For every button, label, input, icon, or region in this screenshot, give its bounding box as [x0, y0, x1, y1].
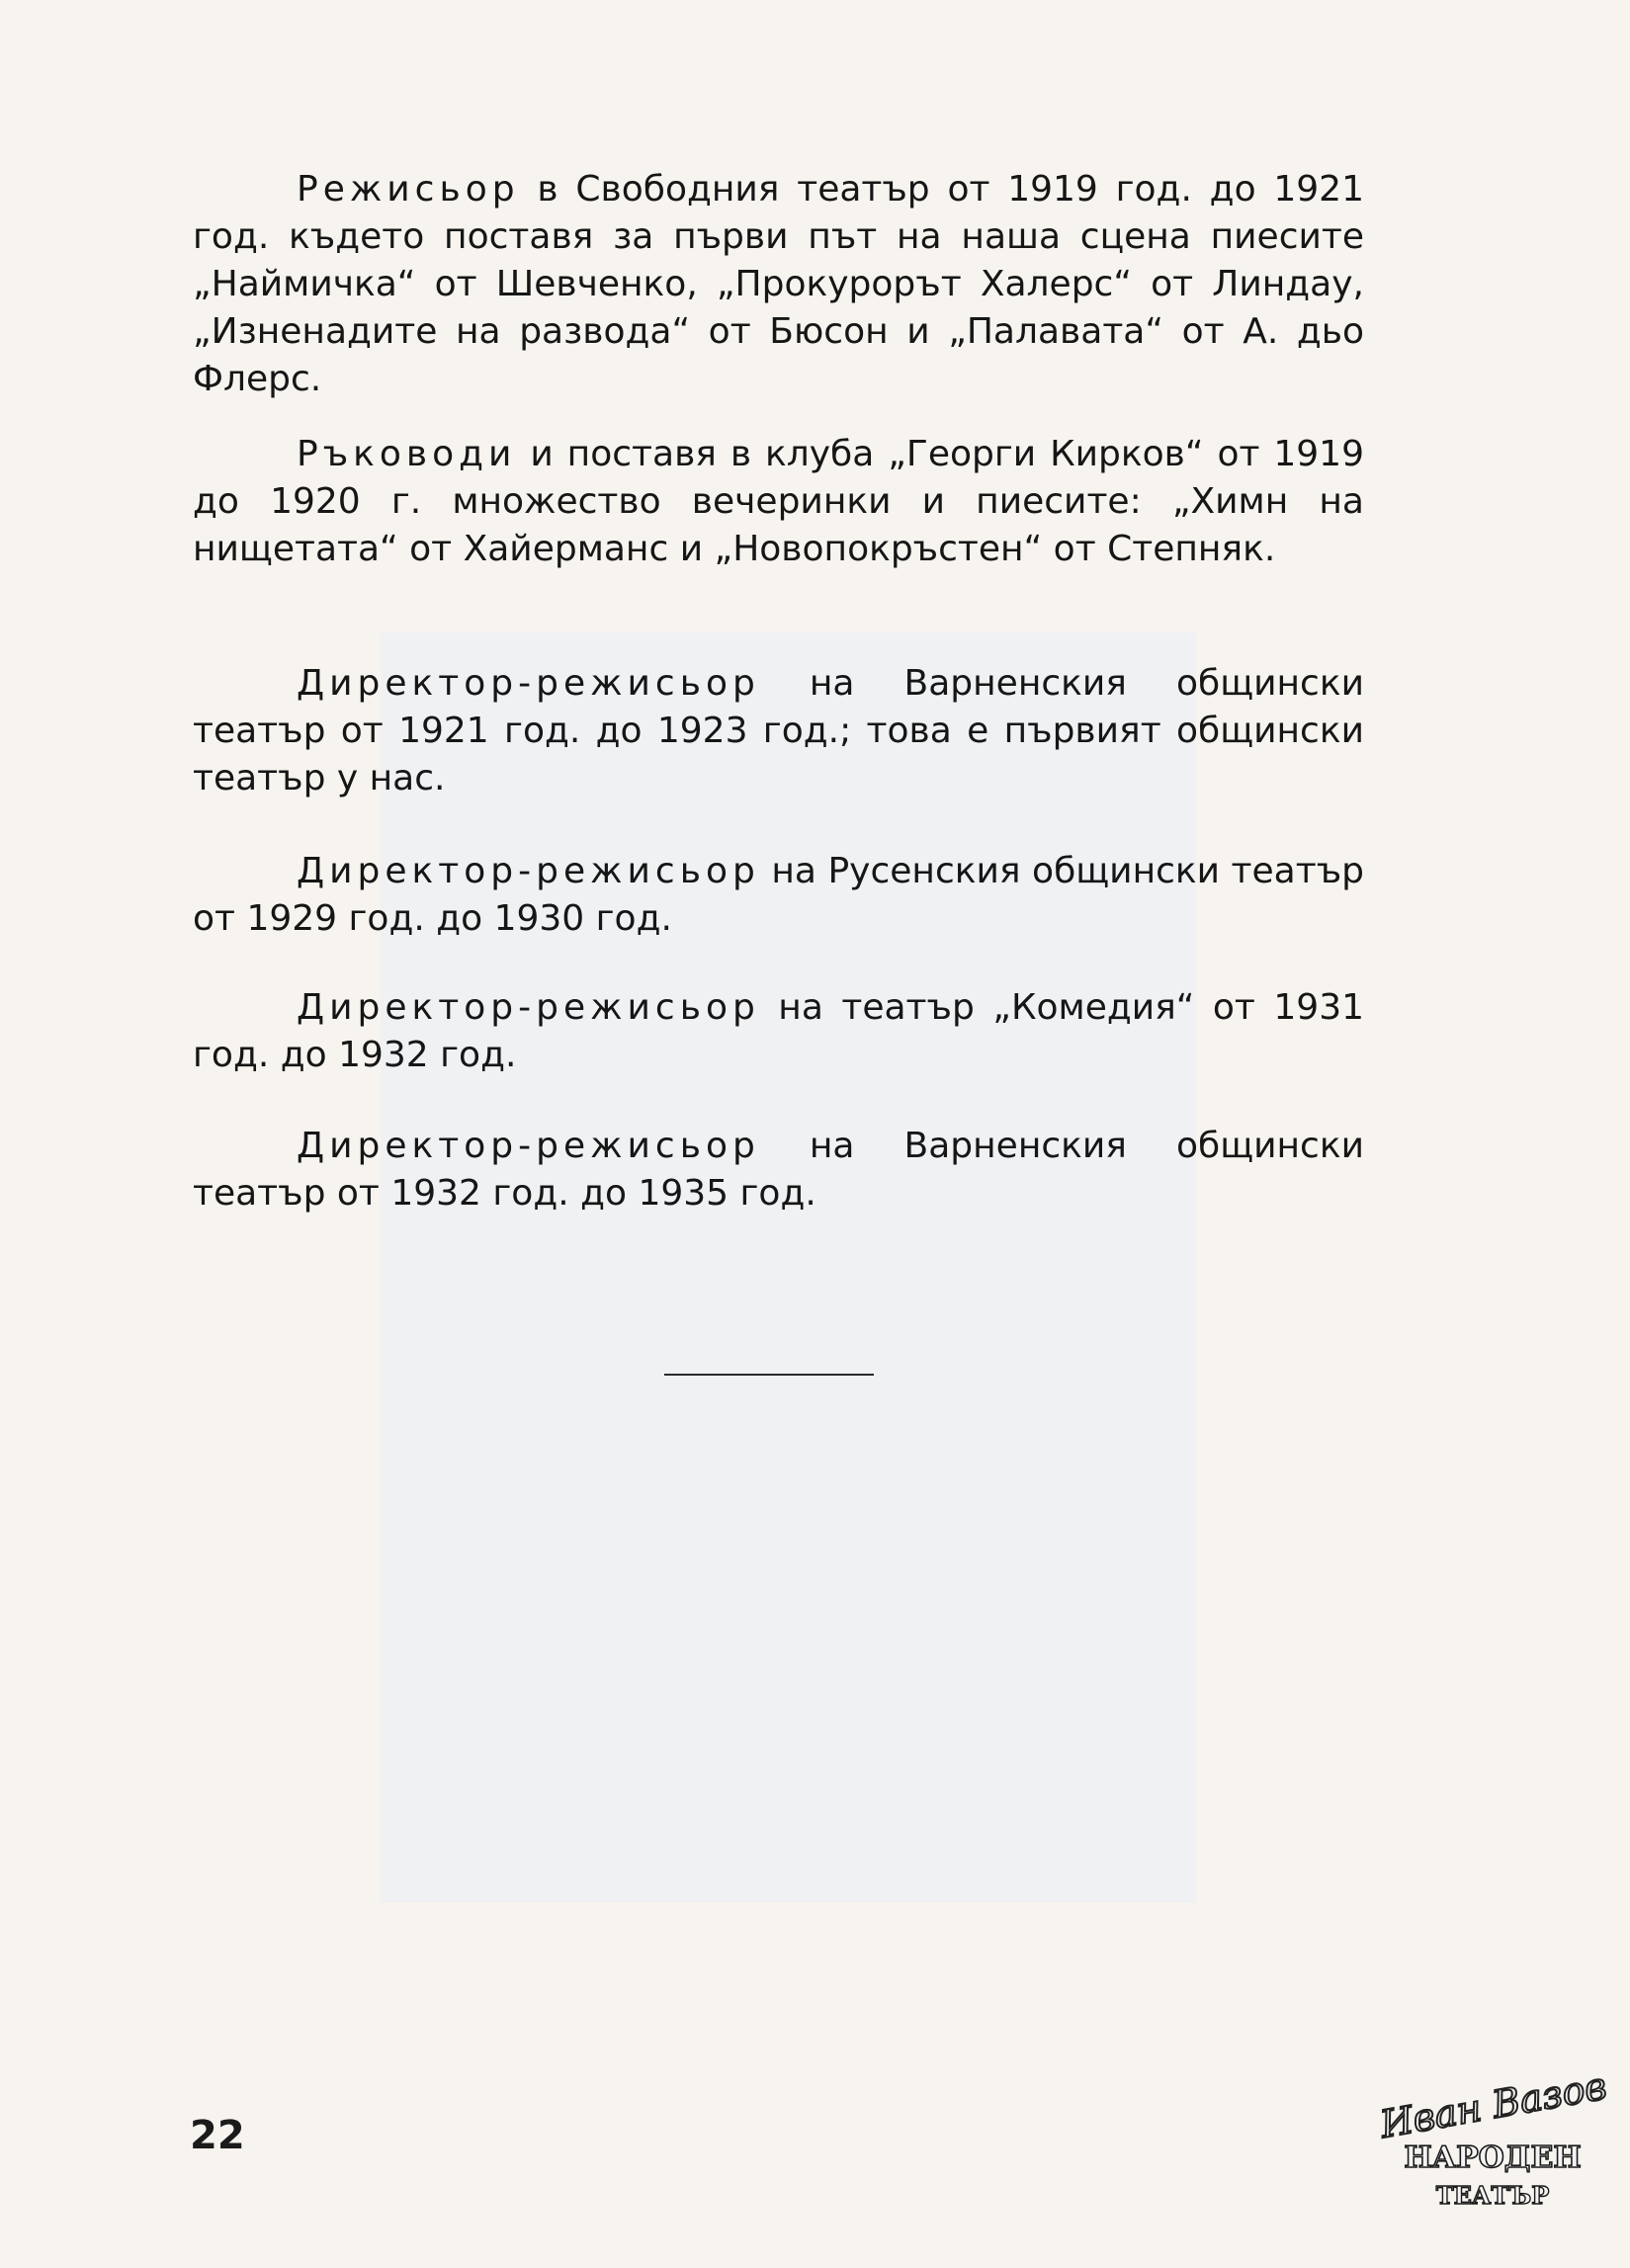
paragraph-2-text: и поставя в клуба „Георги Кирков“ от 1919 до 1920 г. множество вечеринки и пиесите: „Химн на нищетата“ от Хайерманс и „Новопокръстен“ от Степняк.: [193, 434, 1364, 569]
paragraph-5-lead: Директор-режисьор: [297, 987, 760, 1028]
logo-signature: Иван Вазов: [1377, 2063, 1610, 2146]
paragraph-4-text: на Русенския общински театър от 1929 год. до 1930 год.: [193, 851, 1364, 939]
paragraph-3-lead: Директор-режисьор: [297, 663, 760, 704]
paragraph-6-lead: Директор-режисьор: [297, 1126, 760, 1166]
paragraph-2: [193, 431, 1364, 573]
logo-mark: [1377, 2063, 1610, 2222]
paragraph-6-text: на Варненския общински театър от 1932 год. до 1935 год.: [193, 1126, 1364, 1214]
paragraph-4: [193, 848, 1364, 943]
paragraph-4-lead: Директор-режисьор: [297, 851, 760, 891]
paragraph-3-text: на Варненския общински театър от 1921 год. до 1923 год.; това е първият общински театър у нас.: [193, 663, 1364, 798]
paragraph-5-text: на театър „Комедия“ от 1931 год. до 1932 год.: [193, 987, 1364, 1075]
paragraph-1-lead: Режисьор: [297, 169, 520, 210]
show-through-photo-panel: [381, 632, 1196, 1902]
page-number: 22: [190, 2113, 245, 2158]
separator-rule: [664, 1374, 874, 1376]
national-theatre-logo: [1377, 2063, 1610, 2222]
logo-line-1: НАРОДЕН: [1404, 2141, 1582, 2175]
paragraph-1-text: в Свободния театър от 1919 год. до 1921 год. където поставя за първи път на наша сцена пиесите „Наймичка“ от Шевченко, „Прокурорът Халерс“ от Линдау, „Изненадите на развода“ от Бюсон и „Палавата“ от А. дьо Флерс.: [193, 169, 1364, 399]
paragraph-3: [193, 660, 1364, 802]
paragraph-6: [193, 1123, 1364, 1218]
logo-line-2: ТЕАТЪР: [1435, 2181, 1550, 2210]
paragraph-1: [193, 166, 1364, 403]
paragraph-2-lead: Ръководи: [297, 434, 517, 474]
paragraph-5: [193, 984, 1364, 1079]
